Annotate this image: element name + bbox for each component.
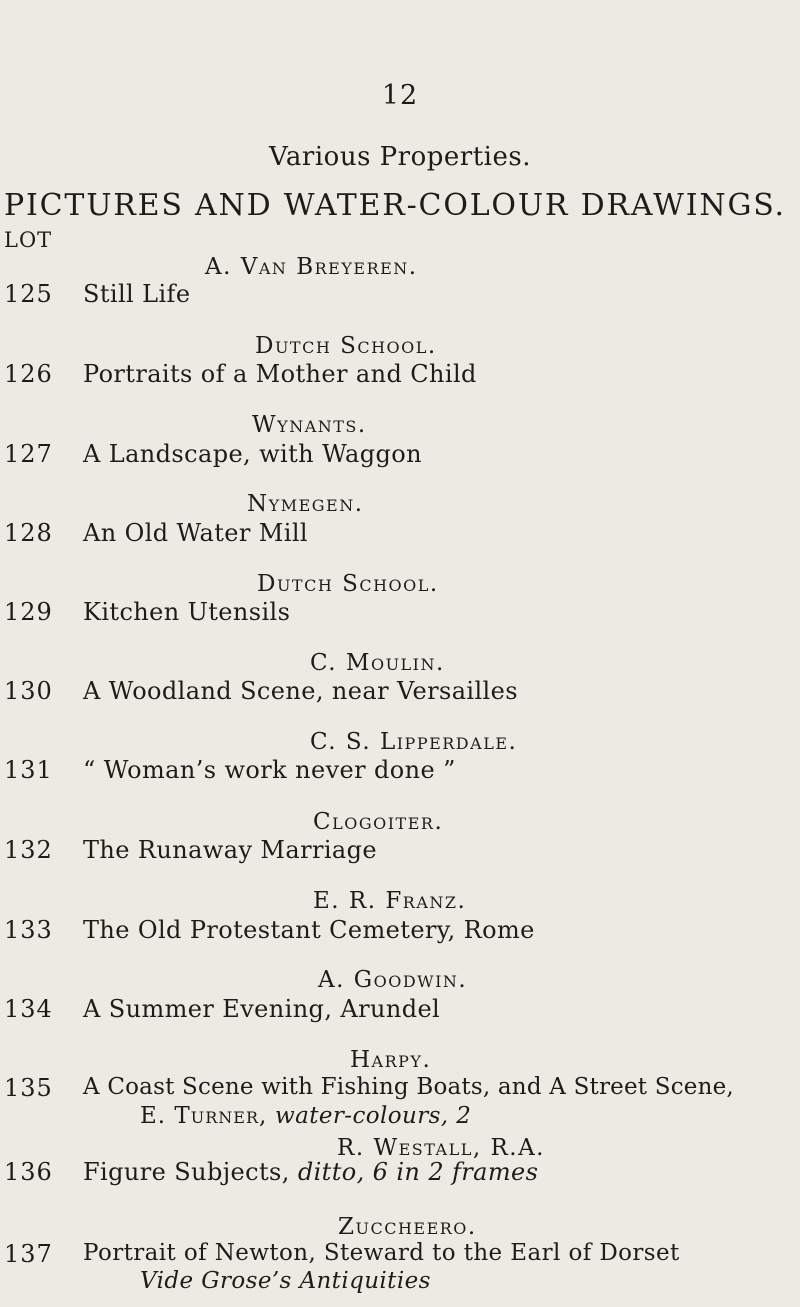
artist-name: Dutch School. — [257, 571, 439, 597]
lot-number: 129 — [4, 598, 53, 626]
lot-number: 126 — [4, 360, 53, 388]
lot-number: 127 — [4, 440, 53, 468]
lot-number: 134 — [4, 995, 53, 1023]
lot-number: 137 — [4, 1240, 53, 1268]
lot-title: Still Life — [83, 280, 191, 308]
lot-title: A Landscape, with Waggon — [83, 440, 422, 468]
lot-number: 131 — [4, 756, 53, 784]
lot-title: Portraits of a Mother and Child — [83, 360, 477, 388]
artist-name: Zuccheero. — [338, 1214, 477, 1240]
artist-name: Harpy. — [350, 1047, 432, 1073]
artist-name: R. Westall, R.A. — [337, 1135, 545, 1161]
lot-title: Kitchen Utensils — [83, 598, 291, 626]
lot-number: 125 — [4, 280, 53, 308]
lot-number: 135 — [4, 1074, 53, 1102]
lot-note — [140, 1268, 431, 1294]
artist-name: Wynants. — [252, 412, 367, 438]
lot-title: An Old Water Mill — [83, 519, 309, 547]
section-title: PICTURES AND WATER-COLOUR DRAWINGS. — [4, 188, 786, 223]
lot-number: 128 — [4, 519, 53, 547]
lot-title: The Runaway Marriage — [83, 836, 378, 864]
artist-name: Nymegen. — [247, 491, 364, 517]
reference-note: Vide Grose’s Antiquities — [140, 1268, 431, 1294]
artist-name: C. S. Lipperdale. — [310, 729, 518, 755]
lot-title: Portrait of Newton, Steward to the Earl of Dorset — [83, 1240, 680, 1266]
artist-name: E. R. Franz. — [313, 888, 467, 914]
page-header: Various Properties. — [269, 142, 531, 172]
lot-note — [140, 1103, 471, 1129]
lot-number: 133 — [4, 916, 53, 944]
lot-title — [83, 1158, 538, 1186]
page-number: 12 — [381, 80, 419, 111]
artist-name: A. Van Breyeren. — [205, 254, 418, 280]
lot-title: A Summer Evening, Arundel — [83, 995, 441, 1023]
lot-title-text: Figure Subjects, — [83, 1158, 290, 1186]
artist-name: C. Moulin. — [310, 650, 445, 676]
lot-title: “ Woman’s work never done ” — [83, 756, 456, 784]
artist-name: Clogoiter. — [313, 809, 444, 835]
medium-note: water-colours, 2 — [275, 1103, 472, 1129]
lot-title: The Old Protestant Cemetery, Rome — [83, 916, 535, 944]
lot-title-italic: ditto, 6 in 2 frames — [297, 1158, 539, 1186]
artist-name: Dutch School. — [255, 333, 437, 359]
lot-number: 136 — [4, 1158, 53, 1186]
artist-name: A. Goodwin. — [318, 967, 468, 993]
lot-number: 132 — [4, 836, 53, 864]
lot-number: 130 — [4, 677, 53, 705]
lot-title: A Woodland Scene, near Versailles — [83, 677, 518, 705]
secondary-artist-name: E. Turner, — [140, 1103, 268, 1129]
lot-column-label: LOT — [4, 228, 53, 252]
lot-title: A Coast Scene with Fishing Boats, and A Street Scene, — [83, 1074, 734, 1100]
